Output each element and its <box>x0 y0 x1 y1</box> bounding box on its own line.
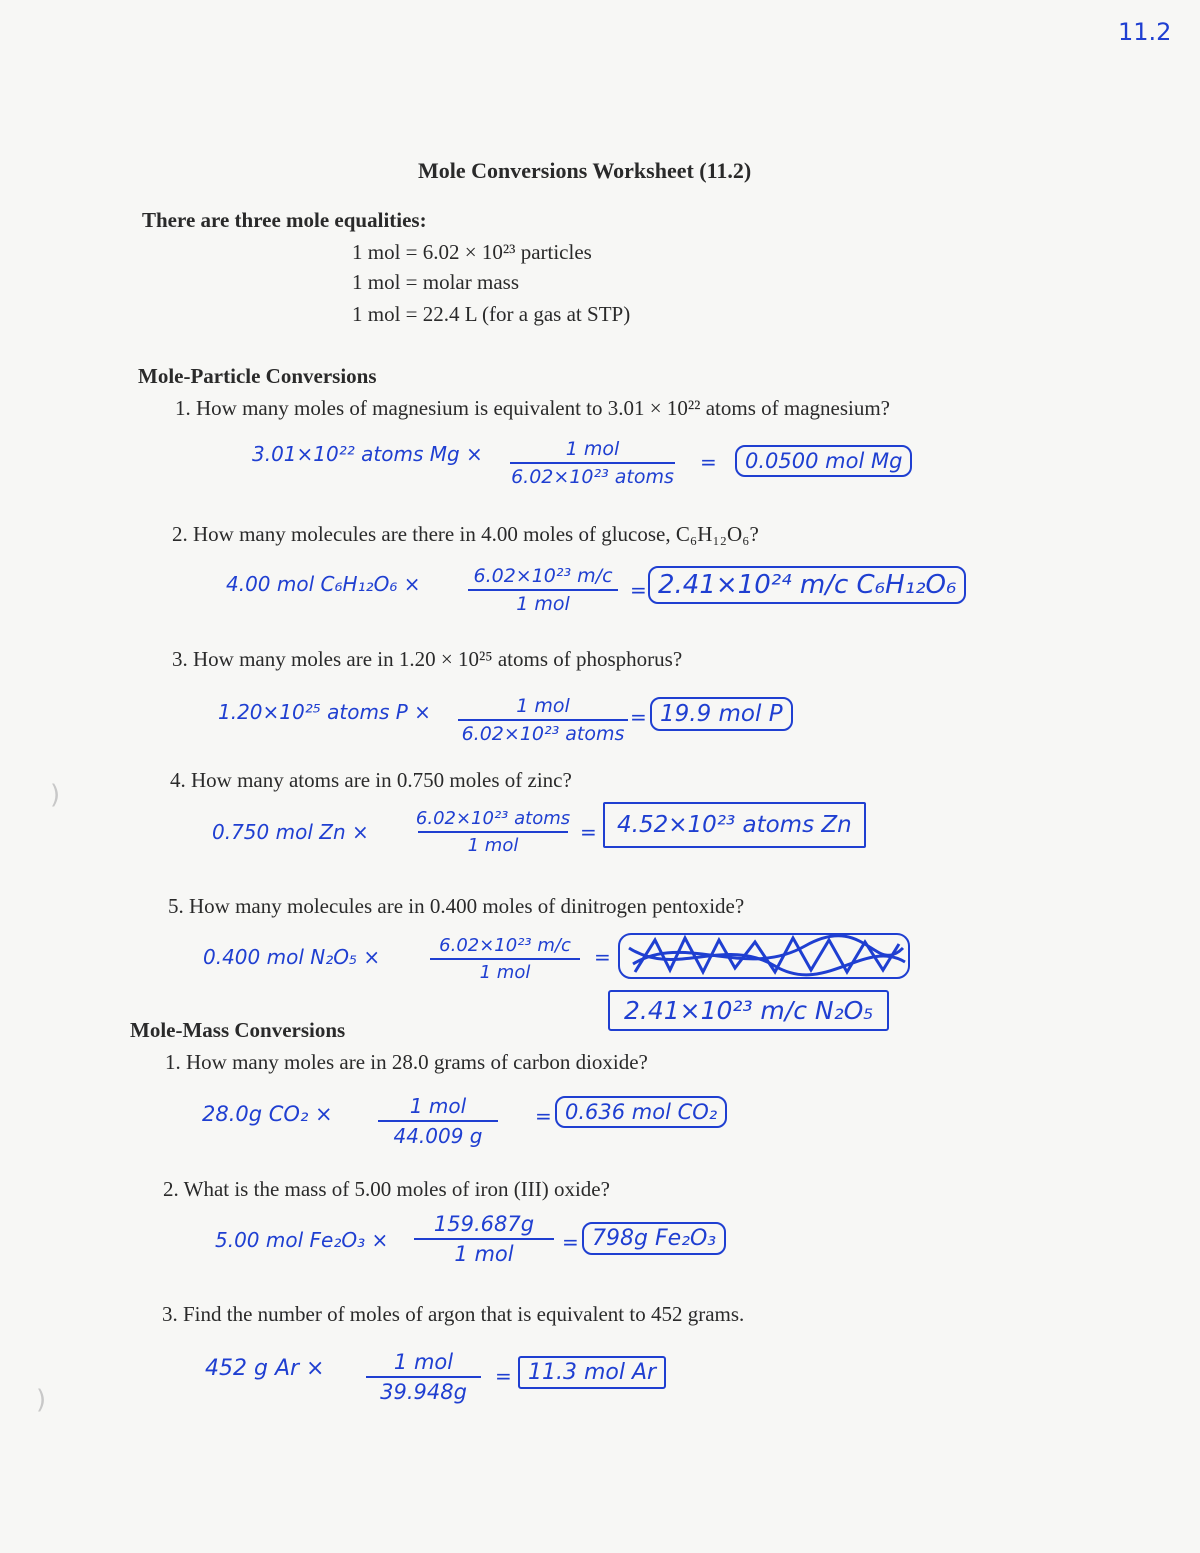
answer-box: 798g Fe₂O₃ <box>582 1222 726 1255</box>
question-text: 2. How many molecules are there in 4.00 moles of glucose, C₆H₁₂O₆? <box>172 522 759 546</box>
factor-numerator: 1 mol <box>565 438 620 460</box>
conversion-factor <box>468 565 618 615</box>
equals-sign: = <box>594 945 611 969</box>
equals-sign: = <box>495 1364 512 1388</box>
conversion-factor <box>414 1212 554 1266</box>
factor-denominator: 1 mol <box>454 1242 514 1266</box>
conversion-factor <box>510 438 675 488</box>
section-heading-mass: Mole-Mass Conversions <box>130 1018 346 1042</box>
factor-denominator: 1 mol <box>516 593 570 615</box>
answer-box: 19.9 mol P <box>650 697 793 731</box>
fraction-bar <box>378 1120 498 1122</box>
factor-numerator: 1 mol <box>393 1350 454 1374</box>
section-heading-particle: Mole-Particle Conversions <box>138 364 377 388</box>
intro-heading: There are three mole equalities: <box>142 208 427 232</box>
given-quantity: 4.00 mol C₆H₁₂O₆ × <box>226 572 421 596</box>
question-text: 1. How many moles are in 28.0 grams of carbon dioxide? <box>165 1050 648 1074</box>
given-quantity: 3.01×10²² atoms Mg × <box>252 442 483 466</box>
margin-mark: ) <box>50 780 61 810</box>
factor-denominator: 6.02×10²³ atoms <box>461 723 625 745</box>
question-text: 2. What is the mass of 5.00 moles of iron (III) oxide? <box>163 1177 610 1201</box>
given-quantity: 0.400 mol N₂O₅ × <box>203 945 381 969</box>
given-quantity: 0.750 mol Zn × <box>212 820 369 844</box>
factor-numerator: 159.687g <box>433 1212 535 1236</box>
fraction-bar <box>414 1238 554 1240</box>
equals-sign: = <box>562 1230 579 1254</box>
fraction-bar <box>468 589 618 591</box>
question-text: 3. Find the number of moles of argon that is equivalent to 452 grams. <box>162 1302 745 1326</box>
conversion-factor <box>415 808 571 856</box>
factor-numerator: 6.02×10²³ m/c <box>473 565 613 587</box>
factor-numerator: 6.02×10²³ atoms <box>415 808 571 829</box>
factor-numerator: 1 mol <box>409 1094 467 1118</box>
conversion-factor <box>378 1094 498 1148</box>
page-title: Mole Conversions Worksheet (11.2) <box>418 158 752 183</box>
answer-box: 0.636 mol CO₂ <box>555 1096 727 1128</box>
answer-box: 4.52×10²³ atoms Zn <box>603 802 866 848</box>
factor-denominator: 44.009 g <box>393 1124 483 1148</box>
equals-sign: = <box>700 450 717 474</box>
conversion-factor <box>458 695 628 745</box>
given-quantity: 28.0g CO₂ × <box>202 1102 333 1126</box>
factor-denominator: 39.948g <box>380 1380 467 1404</box>
equals-sign: = <box>580 820 597 844</box>
equals-sign: = <box>630 578 647 602</box>
factor-denominator: 6.02×10²³ atoms <box>511 466 674 488</box>
equals-sign: = <box>630 705 647 729</box>
factor-numerator: 1 mol <box>516 695 570 717</box>
given-quantity: 5.00 mol Fe₂O₃ × <box>215 1228 389 1252</box>
given-quantity: 1.20×10²⁵ atoms P × <box>218 700 431 724</box>
answer-box: 2.41×10²⁴ m/c C₆H₁₂O₆ <box>648 566 966 604</box>
fraction-bar <box>366 1376 481 1378</box>
equality-3: 1 mol = 22.4 L (for a gas at STP) <box>352 302 631 326</box>
conversion-factor <box>430 935 580 983</box>
equals-sign: = <box>535 1104 552 1128</box>
answer-box: 2.41×10²³ m/c N₂O₅ <box>608 990 889 1031</box>
answer-box: 11.3 mol Ar <box>518 1356 666 1389</box>
factor-numerator: 6.02×10²³ m/c <box>439 935 571 956</box>
conversion-factor <box>366 1350 481 1404</box>
crossed-out-answer <box>615 928 915 988</box>
fraction-bar <box>458 719 628 721</box>
question-text: 3. How many moles are in 1.20 × 10²⁵ atoms of phosphorus? <box>172 647 683 671</box>
question-text: 5. How many molecules are in 0.400 moles of dinitrogen pentoxide? <box>168 894 745 918</box>
fraction-bar <box>430 958 580 960</box>
answer-box: 0.0500 mol Mg <box>735 445 912 477</box>
equality-2: 1 mol = molar mass <box>352 270 519 294</box>
factor-denominator: 1 mol <box>479 962 531 983</box>
page-label: 11.2 <box>1118 18 1172 46</box>
question-text: 4. How many atoms are in 0.750 moles of zinc? <box>170 768 572 792</box>
equality-1: 1 mol = 6.02 × 10²³ particles <box>352 240 592 264</box>
margin-mark: ) <box>36 1385 47 1415</box>
given-quantity: 452 g Ar × <box>205 1356 325 1381</box>
factor-denominator: 1 mol <box>467 835 519 856</box>
fraction-bar <box>510 462 675 464</box>
fraction-bar <box>418 831 568 833</box>
question-text: 1. How many moles of magnesium is equivalent to 3.01 × 10²² atoms of magnesium? <box>175 396 890 420</box>
